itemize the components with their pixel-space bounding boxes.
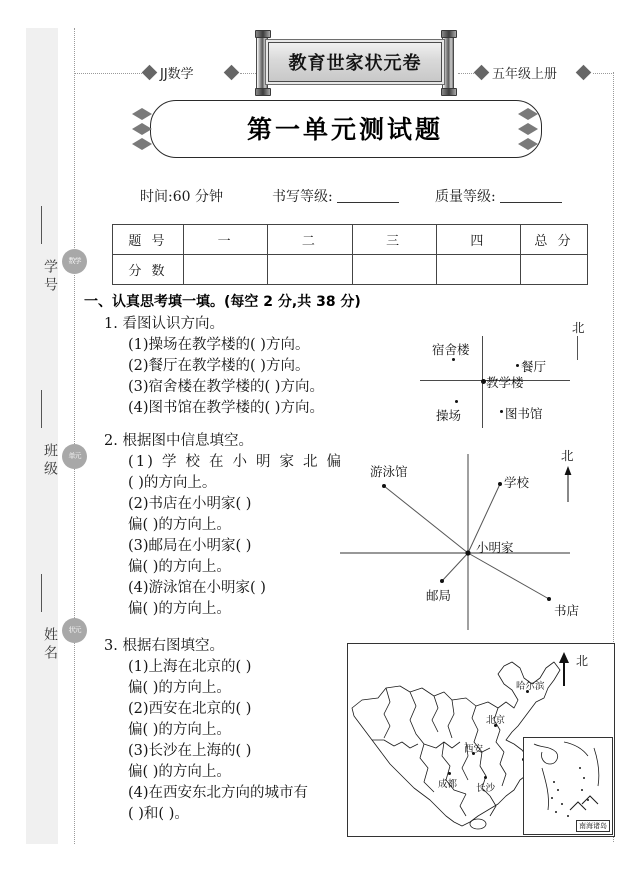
place-label-pool: 游泳馆 — [370, 464, 408, 479]
place-point-canteen — [516, 364, 519, 367]
diamond-bullet-icon — [142, 65, 158, 81]
place-point-dorm — [452, 358, 455, 361]
q3-item-3a[interactable]: (3)长沙在上海的( ) — [128, 743, 252, 759]
score-cell-4[interactable] — [436, 255, 520, 285]
header-rule-mid-left — [240, 73, 256, 74]
score-cell-3[interactable] — [352, 255, 436, 285]
name-label: 姓名 — [42, 627, 58, 663]
q3-item-2b[interactable]: 偏( )的方向上。 — [128, 722, 231, 738]
quality-grade-input[interactable] — [500, 189, 562, 203]
north-label: 北 — [561, 448, 574, 463]
q3-item-1a[interactable]: (1)上海在北京的( ) — [128, 659, 252, 675]
seal-badge-icon: 数学 — [62, 249, 87, 274]
diamond-bullet-icon — [576, 65, 592, 81]
section-heading: 一、认真思考填一填。(每空 2 分,共 38 分) — [84, 294, 361, 310]
place-point-playground — [455, 400, 458, 403]
header-rule-mid-right — [458, 73, 474, 74]
q3-item-4b[interactable]: ( )和( )。 — [128, 806, 189, 822]
place-label-teaching: 教学楼 — [486, 375, 524, 390]
city-point-chengdu — [448, 772, 451, 775]
place-label-playground: 操场 — [436, 408, 462, 423]
score-cell-2[interactable] — [268, 255, 352, 285]
q2-item-4a[interactable]: (4)游泳馆在小明家( ) — [128, 580, 266, 596]
col-header-1: 一 — [184, 225, 268, 255]
scroll-banner-body — [265, 39, 445, 85]
header-rule-left — [74, 73, 142, 74]
city-label-changsha: 长沙 — [476, 783, 496, 794]
page-title: 第一单元测试题 — [246, 115, 443, 144]
diamond-bullet-icon — [224, 65, 240, 81]
diamond-bullet-icon — [474, 65, 490, 81]
seal-badge-icon: 单元 — [62, 444, 87, 469]
name-rule — [41, 574, 42, 612]
seal-badge-icon: 状元 — [62, 618, 87, 643]
grade-label: 五年级上册 — [492, 67, 558, 82]
q2-item-3a[interactable]: (3)邮局在小明家( ) — [128, 538, 252, 554]
city-label-chengdu: 成都 — [438, 779, 458, 790]
origin-label-home: 小明家 — [476, 540, 514, 555]
col-header-3: 三 — [352, 225, 436, 255]
binding-dashed-line — [74, 28, 75, 844]
place-label-canteen: 餐厅 — [521, 359, 547, 374]
q1-stem: 1. 看图认识方向。 — [104, 316, 224, 332]
class-rule — [41, 390, 42, 428]
title-diamonds-left — [132, 108, 152, 153]
q3-item-3b[interactable]: 偏( )的方向上。 — [128, 764, 231, 780]
scroll-banner — [256, 33, 454, 91]
q2-stem: 2. 根据图中信息填空。 — [104, 433, 253, 449]
place-label-library: 图书馆 — [505, 406, 543, 421]
q2-item-2a[interactable]: (2)书店在小明家( ) — [128, 496, 252, 512]
table-row — [113, 255, 588, 285]
student-id-label: 学号 — [42, 259, 58, 295]
place-label-bookstore: 书店 — [554, 603, 580, 618]
city-label-harbin: 哈尔滨 — [516, 681, 545, 692]
north-label: 北 — [572, 320, 585, 335]
diagram-compass — [340, 440, 620, 630]
subject-label: JJ数学 — [160, 67, 194, 82]
quality-grade-label: 质量等级: — [435, 189, 496, 205]
writing-grade-label: 书写等级: — [272, 189, 333, 205]
exam-time: 时间:60 分钟 — [140, 189, 223, 205]
q3-item-4a: (4)在西安东北方向的城市有 — [128, 785, 309, 801]
city-label-xian: 西安 — [464, 744, 484, 755]
city-point-changsha — [484, 776, 487, 779]
student-id-rule — [41, 206, 42, 244]
q2-item-1a: (1) 学 校 在 小 明 家 北 偏 — [128, 454, 344, 470]
q2-item-2b[interactable]: 偏( )的方向上。 — [128, 517, 231, 533]
score-table — [112, 224, 588, 285]
table-row — [113, 225, 588, 255]
map-inset-south-sea — [523, 737, 613, 835]
inset-label: 南海诸岛 — [576, 820, 610, 832]
q2-item-1b[interactable]: ( )的方向上。 — [128, 475, 217, 491]
col-header-2: 二 — [268, 225, 352, 255]
banner-title: 教育世家状元卷 — [288, 53, 422, 74]
north-arrow-icon — [577, 336, 578, 360]
q1-item-2[interactable]: (2)餐厅在教学楼的( )方向。 — [128, 358, 310, 374]
q3-item-2a[interactable]: (2)西安在北京的( ) — [128, 701, 252, 717]
q2-item-4b[interactable]: 偏( )的方向上。 — [128, 601, 231, 617]
q1-item-3[interactable]: (3)宿舍楼在教学楼的( )方向。 — [128, 379, 324, 395]
header-rule-right — [593, 73, 614, 74]
title-diamonds-right — [518, 108, 538, 153]
city-label-beijing: 北京 — [486, 715, 506, 726]
score-cell-total[interactable] — [521, 255, 588, 285]
writing-grade-input[interactable] — [337, 189, 399, 203]
diagram-school — [420, 318, 615, 428]
q1-item-1[interactable]: (1)操场在教学楼的( )方向。 — [128, 337, 310, 353]
place-label-dorm: 宿舍楼 — [432, 342, 470, 357]
row-header-question-no: 题 号 — [113, 225, 184, 255]
place-point-library — [500, 410, 503, 413]
exam-meta — [140, 186, 600, 208]
score-cell-1[interactable] — [184, 255, 268, 285]
row-header-score: 分 数 — [113, 255, 184, 285]
col-header-total: 总 分 — [521, 225, 588, 255]
place-label-school: 学校 — [504, 475, 530, 490]
q2-item-3b[interactable]: 偏( )的方向上。 — [128, 559, 231, 575]
diagram-china-map — [347, 643, 615, 837]
north-label: 北 — [576, 654, 589, 668]
q3-stem: 3. 根据右图填空。 — [104, 638, 224, 654]
col-header-4: 四 — [436, 225, 520, 255]
class-label: 班级 — [42, 443, 58, 479]
place-label-post: 邮局 — [426, 588, 452, 603]
q1-item-4[interactable]: (4)图书馆在教学楼的( )方向。 — [128, 400, 324, 416]
q3-item-1b[interactable]: 偏( )的方向上。 — [128, 680, 231, 696]
